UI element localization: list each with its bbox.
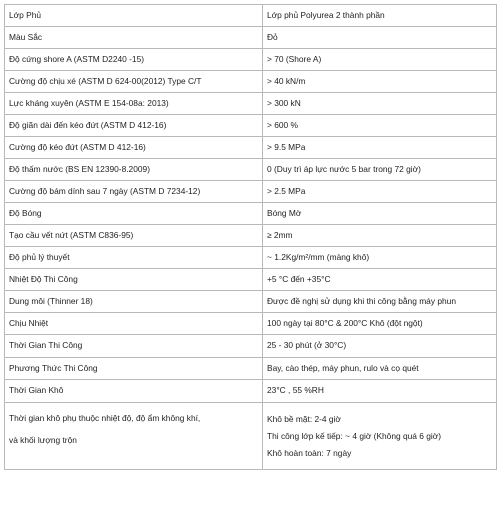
table-row [5,313,497,335]
value-cell [263,71,497,93]
value-text: Khô hoàn toàn: 7 ngày [267,447,352,458]
table-row [5,247,497,269]
property-cell: Nhiệt Độ Thi Công [5,269,263,291]
value-text: 100 ngày tại 80°C & 200°C Khô (đột ngột) [267,317,423,328]
value-text: > 600 % [267,119,298,130]
property-cell: Lực kháng xuyên (ASTM E 154-08a: 2013) [5,93,263,115]
value-cell [263,93,497,115]
property-cell: Cường độ kéo đứt (ASTM D 412-16) [5,137,263,159]
value-cell [263,181,497,203]
property-text: và khối lượng trộn [9,435,77,445]
property-cell: Lớp Phủ [5,5,263,27]
value-text: Khô bề mặt: 2-4 giờ [267,413,341,424]
table-row [5,225,497,247]
table-row [5,203,497,225]
value-text: > 40 kN/m [267,75,306,86]
spec-table [4,4,497,470]
value-text: 0 (Duy trì áp lực nước 5 bar trong 72 giờ) [267,163,421,174]
property-cell: Dung môi (Thinner 18) [5,291,263,313]
table-row [5,335,497,358]
spec-table-body [5,5,497,470]
value-cell [263,403,497,470]
value-cell [263,5,497,27]
value-cell [263,313,497,335]
value-text: > 300 kN [267,97,301,108]
table-row [5,137,497,159]
property-cell: Độ Bóng [5,203,263,225]
table-row [5,181,497,203]
table-row [5,358,497,380]
table-row [5,291,497,313]
property-cell: Độ cứng shore A (ASTM D2240 -15) [5,49,263,71]
value-text: Được đề nghị sử dụng khi thi công bằng máy phun [267,295,456,306]
value-cell [263,380,497,403]
table-row [5,403,497,470]
property-cell: Chịu Nhiệt [5,313,263,335]
value-cell [263,203,497,225]
value-text: > 9.5 MPa [267,141,306,152]
value-text: Lớp phủ Polyurea 2 thành phần [267,9,385,20]
property-cell: Phương Thức Thi Công [5,358,263,380]
property-cell: Tạo cầu vết nứt (ASTM C836-95) [5,225,263,247]
value-cell [263,137,497,159]
property-cell: Độ thấm nước (BS EN 12390-8.2009) [5,159,263,181]
value-text: 23°C , 55 %RH [267,385,324,396]
property-cell: Độ giãn dài đến kéo đứt (ASTM D 412-16) [5,115,263,137]
value-text: > 2.5 MPa [267,185,306,196]
value-cell [263,159,497,181]
table-row [5,380,497,403]
table-row [5,27,497,49]
table-row [5,5,497,27]
value-cell [263,49,497,71]
value-text: Bóng Mờ [267,207,302,218]
property-cell: Màu Sắc [5,27,263,49]
value-cell [263,247,497,269]
property-cell: Độ phủ lý thuyết [5,247,263,269]
property-cell: Thời Gian Khô [5,380,263,403]
value-text: 25 - 30 phút (ở 30°C) [267,340,347,351]
value-cell [263,335,497,358]
value-cell [263,269,497,291]
value-text: ≥ 2mm [267,229,293,240]
value-text: > 70 (Shore A) [267,53,322,64]
property-cell [5,403,263,470]
value-text: ~ 1.2Kg/m²/mm (màng khô) [267,251,370,262]
table-row [5,71,497,93]
table-row [5,115,497,137]
table-row [5,159,497,181]
value-cell [263,27,497,49]
value-cell [263,225,497,247]
property-cell: Thời Gian Thi Công [5,335,263,358]
property-text: Thời gian khô phụ thuộc nhiệt độ, độ ẩm không khí, [9,413,201,423]
value-text: Đỏ [267,31,278,42]
property-cell: Cường độ bám dính sau 7 ngày (ASTM D 7234-12) [5,181,263,203]
value-cell [263,358,497,380]
value-text: Bay, cào thép, máy phun, rulo và cọ quét [267,362,419,373]
value-cell [263,115,497,137]
value-text: +5 °C đến +35°C [267,273,331,284]
table-row [5,269,497,291]
value-text: Thi công lớp kế tiếp: ~ 4 giờ (Không quá 6 giờ) [267,430,442,441]
table-row [5,49,497,71]
property-cell: Cường độ chịu xé (ASTM D 624-00(2012) Type C/T [5,71,263,93]
table-row [5,93,497,115]
value-cell [263,291,497,313]
